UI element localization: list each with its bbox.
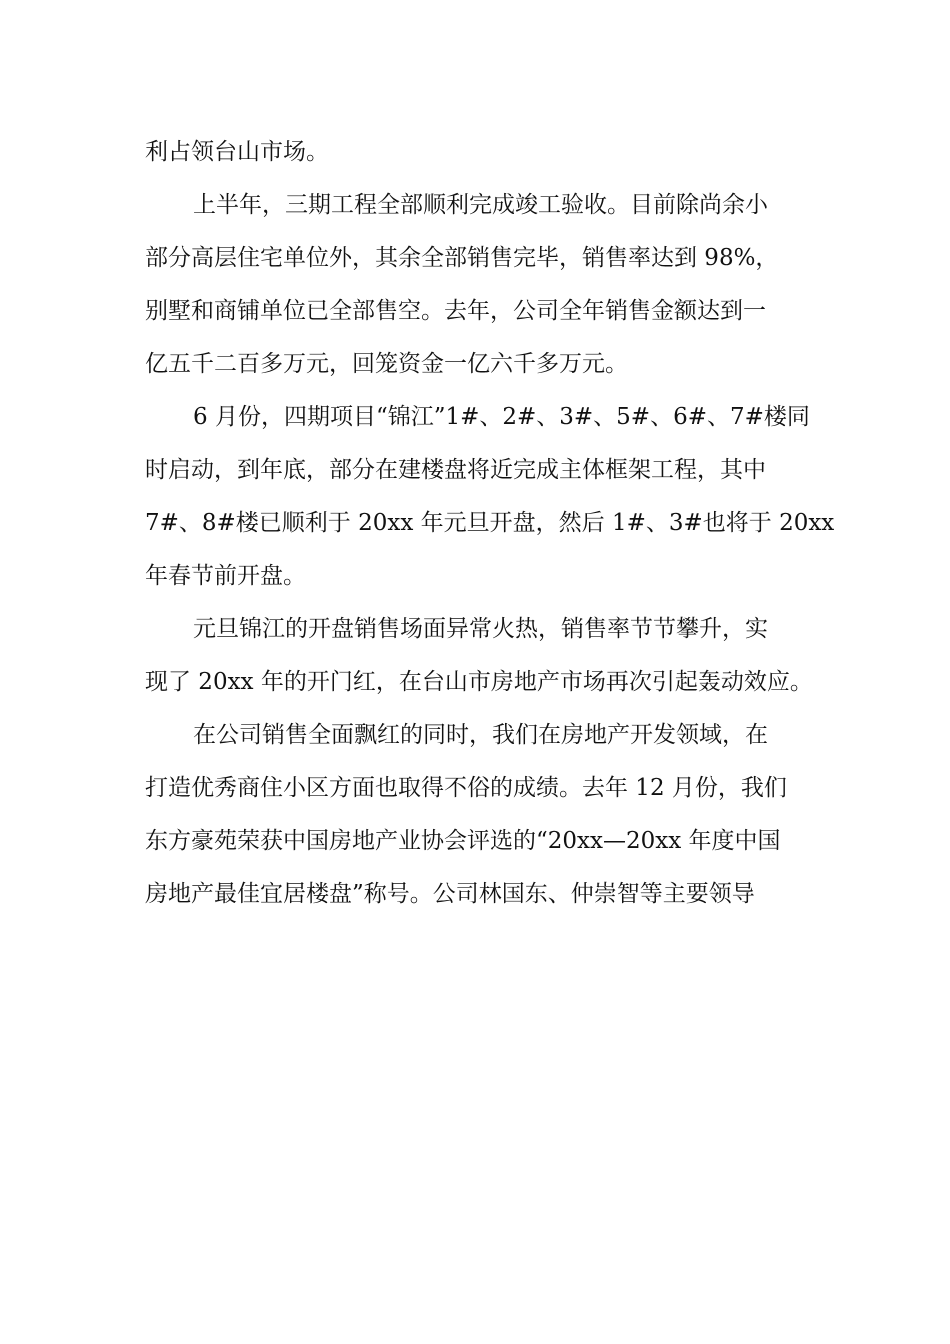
document-body [145,126,835,921]
text-line: 现了 20xx 年的开门红，在台山市房地产市场再次引起轰动效应。 [145,669,813,695]
paragraph-first-line: 在公司销售全面飘红的同时，我们在房地产开发领域，在 [193,722,768,748]
text-line: 房地产最佳宜居楼盘”称号。公司林国东、仲崇智等主要领导 [145,881,755,907]
text-line: 亿五千二百多万元，回笼资金一亿六千多万元。 [145,351,628,377]
text-line: 时启动，到年底，部分在建楼盘将近完成主体框架工程，其中 [145,457,766,483]
paragraph-first-line: 6 月份，四期项目“锦江”1#、2#、3#、5#、6#、7#楼同 [193,404,810,430]
text-line: 打造优秀商住小区方面也取得不俗的成绩。去年 12 月份，我们 [145,775,787,801]
text-line: 利占领台山市场。 [145,139,329,165]
text-line: 部分高层住宅单位外，其余全部销售完毕，销售率达到 98%， [145,245,779,271]
text-line: 东方豪苑荣获中国房地产业协会评选的“20xx—20xx 年度中国 [145,828,781,854]
text-line: 别墅和商铺单位已全部售空。去年，公司全年销售金额达到一 [145,298,766,324]
paragraph-first-line: 上半年，三期工程全部顺利完成竣工验收。目前除尚余小 [193,192,768,218]
text-line: 7#、8#楼已顺利于 20xx 年元旦开盘，然后 1#、3#也将于 20xx [145,510,835,536]
text-line: 年春节前开盘。 [145,563,306,589]
paragraph-first-line: 元旦锦江的开盘销售场面异常火热，销售率节节攀升，实 [193,616,768,642]
